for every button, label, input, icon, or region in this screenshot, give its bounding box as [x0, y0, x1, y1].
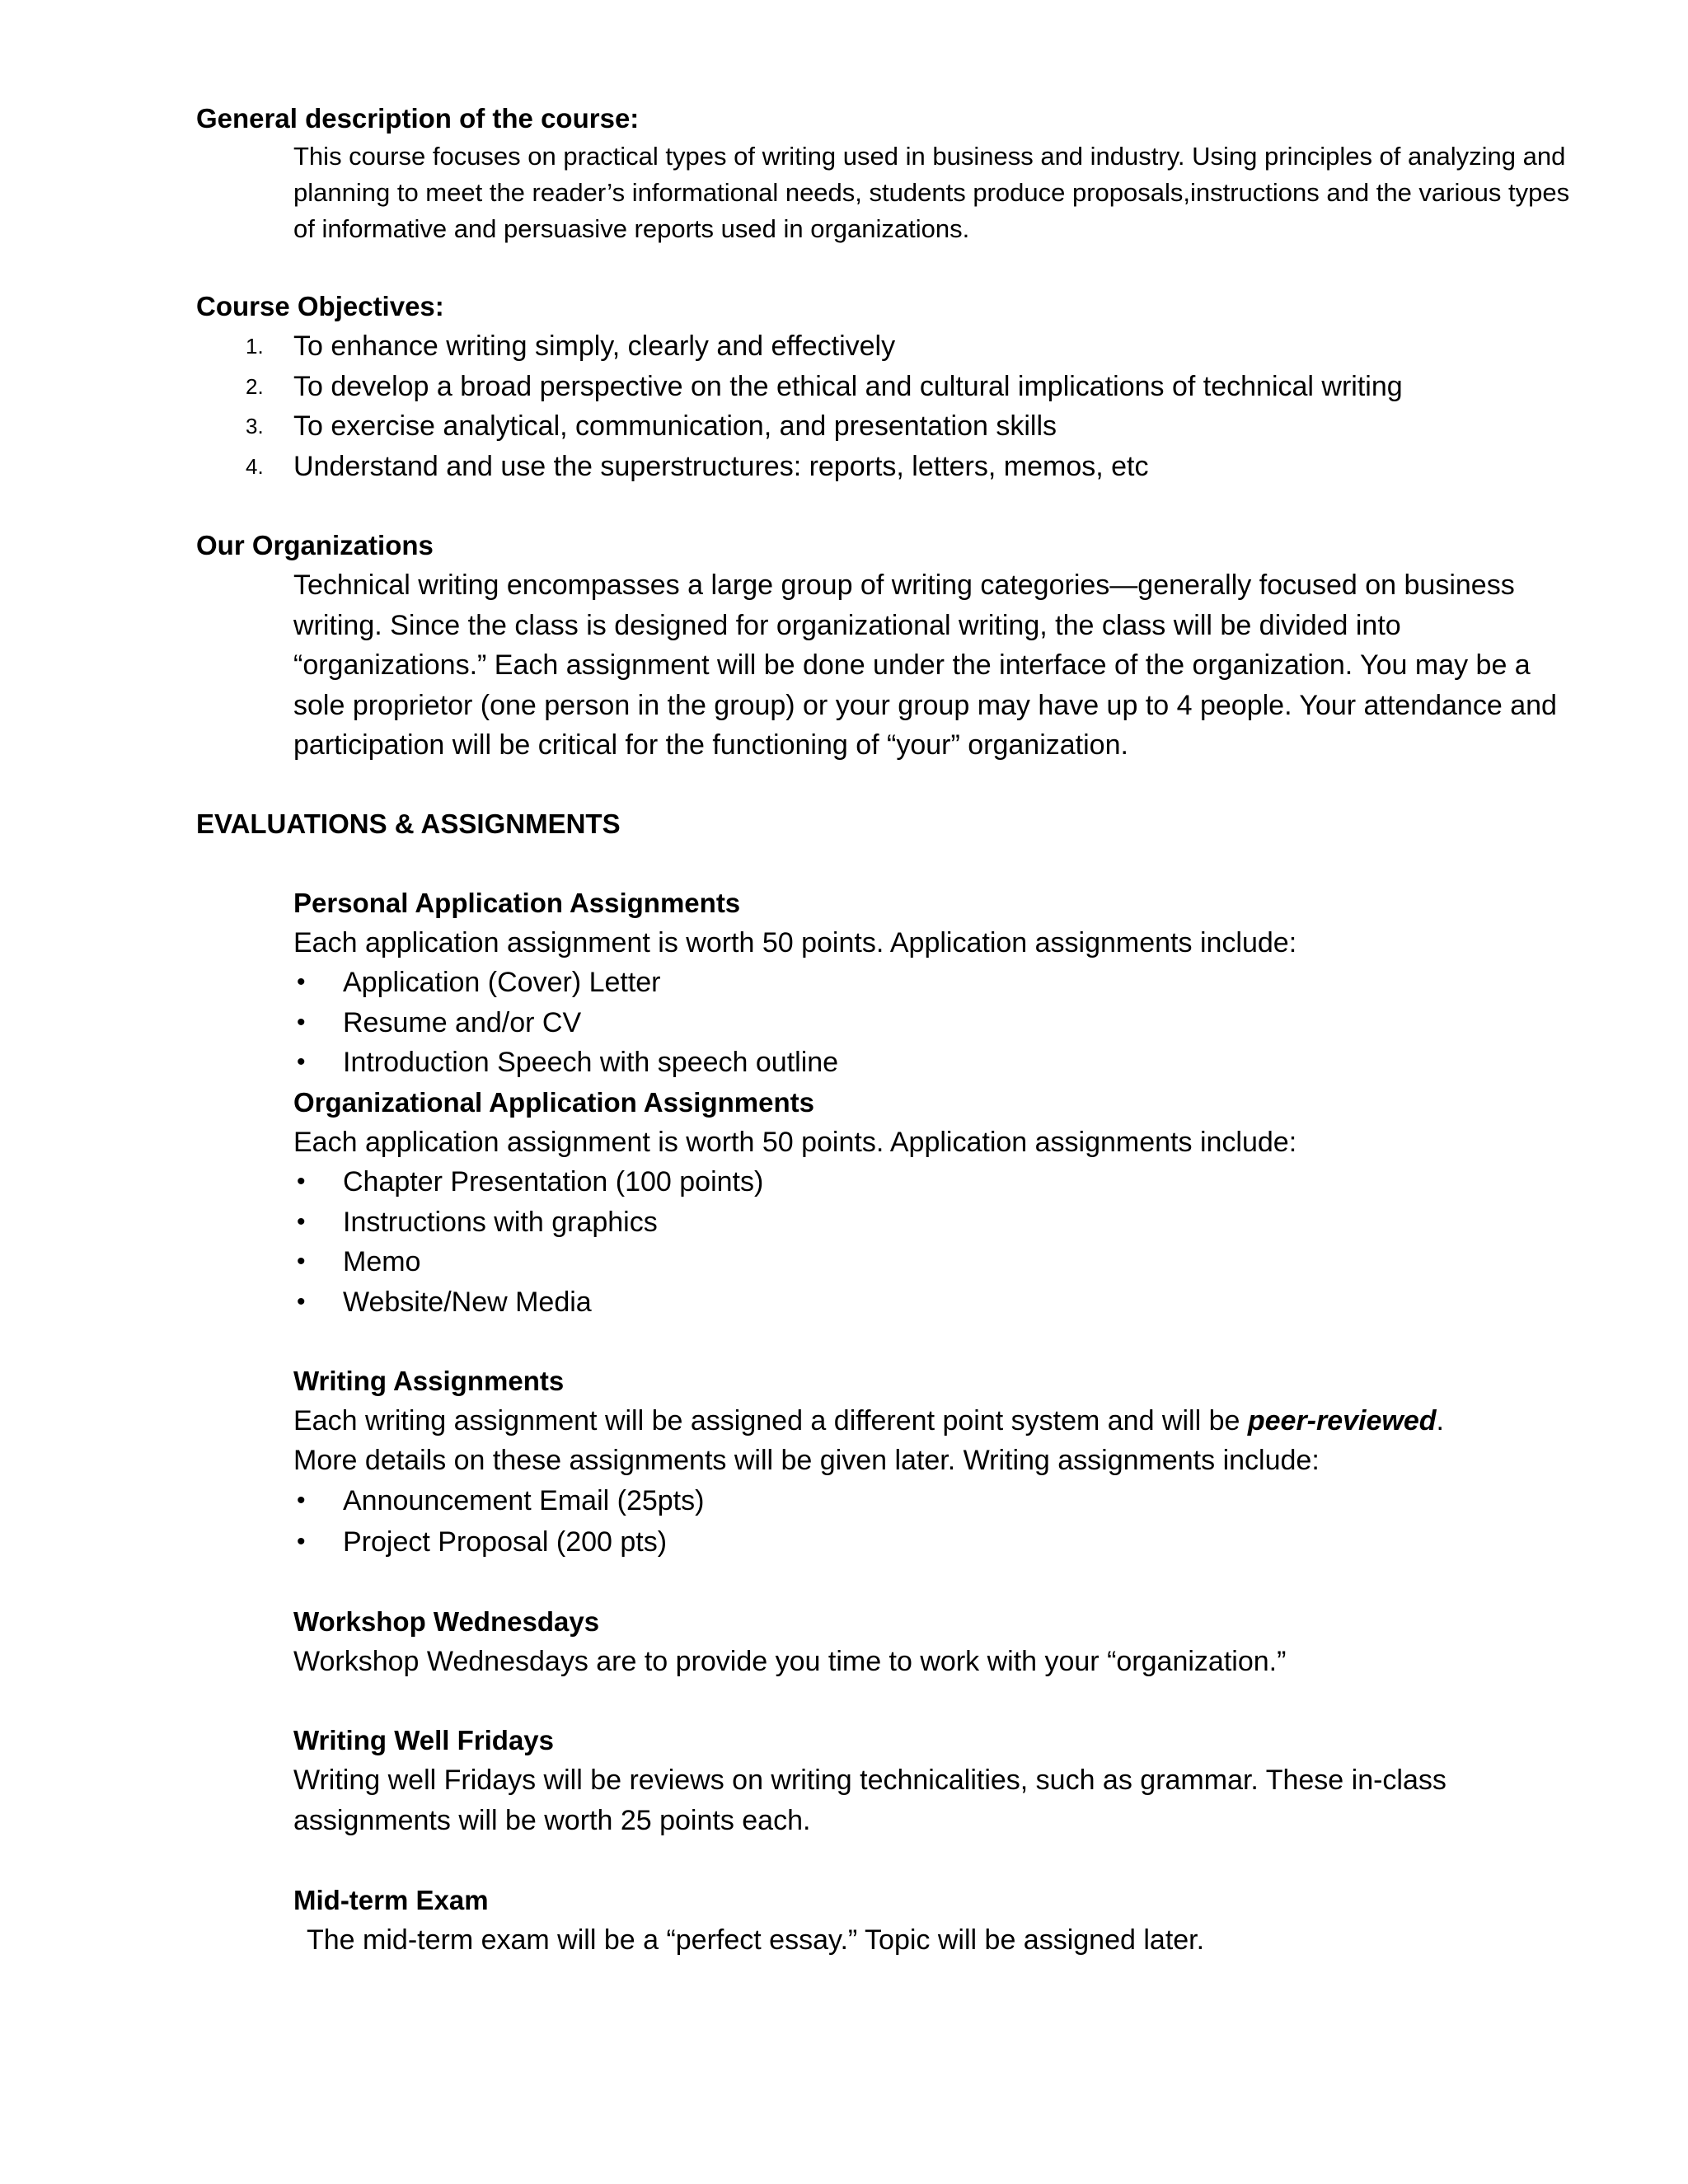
our-organizations-body: Technical writing encompasses a large group of writing categories—generally focused on business writing. Since the class is designed for organizational writing, the class will be divided into “organizations.” Each assignment will be done under the interface of the organization. You may be a sole proprietor (one person in the group) or your group may have up to 4 people. Your attendance and participation will be critical for the functioning of “your” organization.	[293, 569, 1557, 761]
intro-text: Each writing assignment will be assigned a different point system and will be	[293, 1405, 1248, 1436]
list-item-text: Project Proposal (200 pts)	[343, 1526, 668, 1558]
workshop-wednesdays-heading: Workshop Wednesdays	[293, 1606, 600, 1637]
objective-text: Understand and use the superstructures: reports, letters, memos, etc	[293, 450, 1149, 482]
midterm-exam-heading: Mid-term Exam	[293, 1885, 489, 1915]
writing-assignments-heading: Writing Assignments	[293, 1366, 565, 1396]
general-description-heading: General description of the course:	[196, 103, 640, 134]
personal-application-heading: Personal Application Assignments	[293, 888, 741, 918]
bullet-icon: •	[297, 1528, 306, 1555]
objective-number: 3.	[246, 414, 264, 438]
bullet-icon: •	[297, 1287, 306, 1315]
list-item-text: Instructions with graphics	[343, 1206, 658, 1238]
objective-number: 2.	[246, 373, 264, 399]
bullet-icon: •	[297, 1168, 306, 1195]
list-item-text: Website/New Media	[343, 1286, 592, 1318]
organizational-application-intro: Each application assignment is worth 50 points. Application assignments include:	[293, 1127, 1297, 1158]
list-item-text: Chapter Presentation (100 points)	[343, 1166, 764, 1197]
general-description-body: This course focuses on practical types of writing used in business and industry. Using principles of analyzing and planning to meet the reader’s informational needs, students produce proposals,instructions and the various types of informative and persuasive reports used in organizations.	[293, 142, 1570, 243]
writing-well-fridays-heading: Writing Well Fridays	[293, 1725, 554, 1755]
objective-text: To enhance writing simply, clearly and effectively	[293, 330, 896, 362]
peer-reviewed-emphasis: peer-reviewed	[1247, 1405, 1437, 1436]
evaluations-heading: EVALUATIONS & ASSIGNMENTS	[196, 808, 621, 839]
bullet-icon: •	[297, 1207, 306, 1235]
writing-assignments-intro	[293, 1401, 1444, 1441]
bullet-icon: •	[297, 1248, 306, 1275]
list-item-text: Announcement Email (25pts)	[343, 1485, 705, 1516]
list-item-text: Memo	[343, 1246, 421, 1277]
course-objectives-heading: Course Objectives:	[196, 291, 444, 321]
bullet-icon: •	[297, 968, 306, 996]
workshop-wednesdays-body: Workshop Wednesdays are to provide you time to work with your “organization.”	[293, 1646, 1287, 1677]
objective-text: To exercise analytical, communication, and presentation skills	[293, 410, 1057, 442]
objective-number: 1.	[246, 334, 264, 359]
writing-well-fridays-body: Writing well Fridays will be reviews on writing technicalities, such as grammar. These in-class assignments will be worth 25 points each.	[293, 1765, 1447, 1836]
organizational-application-heading: Organizational Application Assignments	[293, 1087, 814, 1118]
list-item-text: Introduction Speech with speech outline	[343, 1047, 839, 1078]
list-item-text: Application (Cover) Letter	[343, 967, 661, 998]
objective-number: 4.	[246, 453, 264, 479]
intro-end: .	[1436, 1405, 1444, 1436]
bullet-icon: •	[297, 1487, 306, 1514]
personal-application-intro: Each application assignment is worth 50 points. Application assignments include:	[293, 927, 1297, 958]
bullet-icon: •	[297, 1008, 306, 1036]
writing-assignments-details: More details on these assignments will be given later. Writing assignments include:	[293, 1445, 1320, 1476]
objective-text: To develop a broad perspective on the ethical and cultural implications of technical writing	[293, 370, 1403, 402]
midterm-exam-body: The mid-term exam will be a “perfect essay.” Topic will be assigned later.	[307, 1924, 1205, 1956]
bullet-icon: •	[297, 1048, 306, 1076]
list-item-text: Resume and/or CV	[343, 1006, 582, 1038]
our-organizations-heading: Our Organizations	[196, 530, 434, 560]
